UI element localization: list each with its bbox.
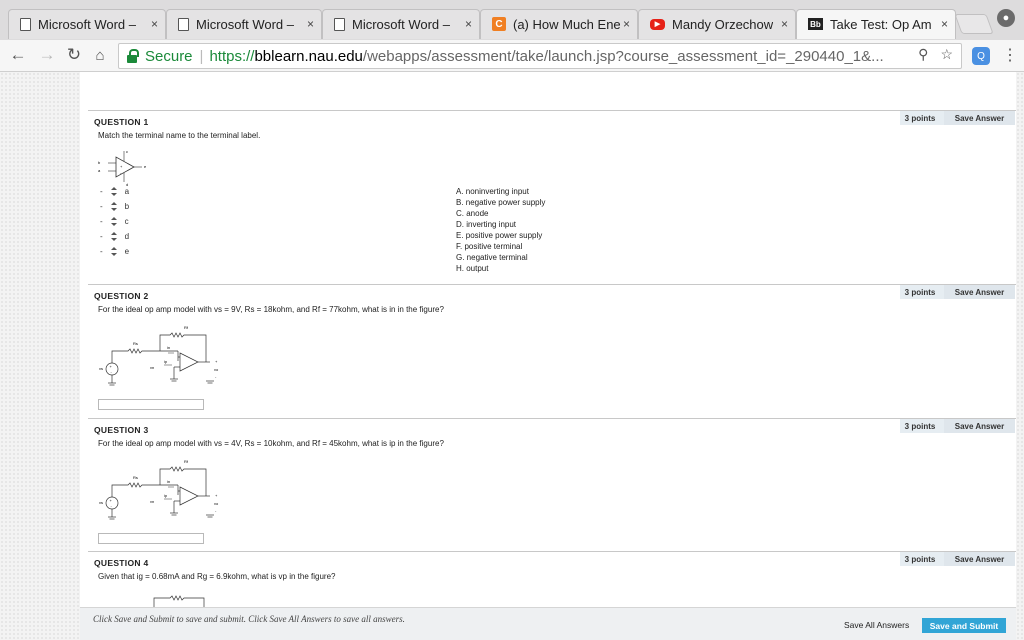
extension-icon[interactable]: Q [972, 47, 990, 65]
save-answer-button[interactable]: Save Answer [944, 419, 1015, 433]
close-icon[interactable]: × [622, 17, 630, 31]
question-heading: QUESTION 2 [94, 291, 149, 301]
match-row-e[interactable] [100, 247, 129, 256]
footer-instructions: Click Save and Submit to save and submit. Click Save All Answers to save all answers. [93, 614, 405, 624]
label-vn: vn [150, 499, 155, 504]
match-row-d[interactable] [100, 232, 129, 241]
secure-label: Secure [145, 47, 193, 65]
answer-input[interactable] [98, 533, 204, 544]
answer-option: G. negative terminal [456, 253, 528, 262]
select-stepper-icon[interactable] [111, 232, 117, 241]
tab-title: Microsoft Word – [352, 16, 451, 32]
circuit-diagram [98, 323, 238, 395]
question-heading: QUESTION 4 [94, 558, 149, 568]
save-answer-button[interactable]: Save Answer [944, 111, 1015, 125]
select-stepper-icon[interactable] [111, 202, 117, 211]
question-1 [88, 110, 1016, 283]
match-label: b [124, 202, 130, 211]
back-arrow-icon[interactable]: ← [9, 45, 27, 64]
question-3 [88, 418, 1016, 551]
question-text: Match the terminal name to the terminal label. [98, 131, 261, 140]
circuit-diagram-partial [152, 592, 212, 608]
tab-title: Take Test: Op Am [830, 16, 932, 32]
match-row-a[interactable] [100, 187, 129, 196]
terminal-label-b: b [98, 160, 101, 165]
question-points: 3 points [904, 421, 936, 431]
label-rf: Rf [184, 325, 188, 330]
question-4 [88, 551, 1016, 607]
url-scheme: https:// [209, 47, 255, 65]
tab-title: Microsoft Word – [38, 16, 137, 32]
label-minus: - [215, 508, 217, 513]
answer-option: C. anode [456, 209, 489, 218]
select-stepper-icon[interactable] [111, 217, 117, 226]
label-in: in [167, 479, 171, 484]
document-icon [20, 18, 31, 31]
browser-tab-youtube[interactable] [638, 9, 796, 39]
browser-tab-word-1[interactable] [8, 9, 166, 39]
label-minus: - [215, 374, 217, 379]
chegg-icon: C [492, 17, 506, 31]
answer-option: F. positive terminal [456, 242, 523, 251]
opamp-terminal-figure [96, 149, 156, 191]
tab-title: Microsoft Word – [196, 16, 295, 32]
label-in: in [167, 345, 171, 350]
url-host: bblearn.nau.edu [254, 47, 363, 65]
label-rf: Rf [184, 459, 188, 464]
home-icon[interactable]: ⌂ [95, 46, 105, 64]
terminal-label-c: c [126, 149, 128, 154]
select-stepper-icon[interactable] [111, 247, 117, 256]
close-icon[interactable]: × [306, 17, 314, 31]
document-icon [178, 18, 189, 31]
label-rs: Rs [133, 341, 138, 346]
address-bar[interactable] [118, 43, 962, 69]
answer-option: A. noninverting input [456, 187, 529, 196]
tab-title: Mandy Orzechow [672, 16, 774, 32]
question-text: For the ideal op amp model with vs = 9V, Rs = 18kohm, and Rf = 77kohm, what is in in the figure? [98, 305, 444, 314]
question-points-bar [900, 419, 1015, 433]
terminal-label-a: a [98, 168, 101, 173]
match-label: c [124, 217, 129, 226]
menu-icon[interactable]: ⋮ [1002, 47, 1018, 64]
question-2 [88, 284, 1016, 418]
label-plus: + [215, 359, 218, 364]
match-dash: - [100, 187, 103, 196]
save-answer-button[interactable]: Save Answer [944, 552, 1015, 566]
document-icon [334, 18, 345, 31]
save-all-answers-button[interactable]: Save All Answers [844, 620, 910, 630]
svg-text:+: + [109, 364, 112, 369]
question-text: Given that ig = 0.68mA and Rg = 6.9kohm, what is vp in the figure? [98, 572, 336, 581]
tab-strip [0, 0, 1024, 40]
label-rs: Rs [133, 475, 138, 480]
close-icon[interactable]: × [150, 17, 158, 31]
question-points: 3 points [904, 113, 936, 123]
question-points-bar [900, 285, 1015, 299]
match-dash: - [100, 202, 103, 211]
question-points: 3 points [904, 554, 936, 564]
svg-text:-: - [110, 369, 112, 374]
zoom-icon[interactable]: ⚲ [918, 46, 929, 62]
tab-title: (a) How Much Ene [513, 16, 621, 32]
question-heading: QUESTION 1 [94, 117, 149, 127]
page-margin-left [0, 72, 80, 640]
answer-option: B. negative power supply [456, 198, 546, 207]
answer-option: D. inverting input [456, 220, 517, 229]
match-dash: - [100, 217, 103, 226]
question-text: For the ideal op amp model with vs = 4V, Rs = 10kohm, and Rf = 45kohm, what is ip in the figure? [98, 439, 444, 448]
forward-arrow-icon[interactable]: → [38, 45, 56, 64]
save-and-submit-button[interactable]: Save and Submit [922, 618, 1006, 633]
match-dash: - [100, 232, 103, 241]
label-plus: + [215, 493, 218, 498]
terminal-label-d: d [126, 182, 129, 187]
label-vo: vo [214, 501, 219, 506]
youtube-icon: ▶ [650, 19, 665, 30]
circuit-diagram [98, 457, 238, 529]
page-margin-right [1016, 72, 1024, 640]
profile-icon[interactable]: ● [997, 9, 1015, 27]
answer-option: H. output [456, 264, 489, 273]
address-separator: | [199, 47, 204, 65]
svg-text:+: + [109, 498, 112, 503]
label-ip: ip [164, 359, 168, 364]
question-points-bar [900, 111, 1015, 125]
question-points-bar [900, 552, 1015, 566]
browser-tab-chegg[interactable] [480, 9, 638, 39]
bookmark-star-icon[interactable]: ☆ [940, 46, 953, 62]
answer-input[interactable] [98, 399, 204, 410]
page [0, 72, 1024, 640]
answer-options-list [456, 186, 545, 274]
new-tab-button[interactable] [954, 14, 993, 34]
terminal-label-e: e [144, 164, 147, 169]
question-points: 3 points [904, 287, 936, 297]
reload-icon[interactable]: ↻ [66, 45, 82, 64]
label-ip: ip [164, 493, 168, 498]
browser-tab-word-3[interactable] [322, 9, 480, 39]
save-answer-button[interactable]: Save Answer [944, 285, 1015, 299]
label-vs: vs [99, 366, 103, 371]
url-path: /webapps/assessment/take/launch.jsp?course_assessment_id=_290440_1&... [362, 47, 884, 65]
lock-icon [127, 50, 137, 62]
label-vs: vs [99, 500, 103, 505]
submit-footer [80, 607, 1016, 640]
match-row-b[interactable] [100, 202, 129, 211]
svg-text:-: - [110, 503, 112, 508]
match-dash: - [100, 247, 103, 256]
match-row-c[interactable] [100, 217, 129, 226]
label-vn: vn [150, 365, 155, 370]
browser-tab-take-test[interactable] [796, 9, 956, 39]
match-label: d [124, 232, 130, 241]
browser-tab-word-2[interactable] [166, 9, 322, 39]
close-icon[interactable]: × [940, 17, 948, 31]
answer-option: E. positive power supply [456, 231, 543, 240]
label-vo: vo [214, 367, 219, 372]
match-label: e [124, 247, 130, 256]
close-icon[interactable]: × [464, 17, 472, 31]
test-content [80, 72, 1016, 640]
blackboard-icon: Bb [808, 18, 823, 30]
match-label: a [124, 187, 130, 196]
select-stepper-icon[interactable] [111, 187, 117, 196]
close-icon[interactable]: × [780, 17, 788, 31]
svg-text:+: + [120, 164, 123, 169]
question-heading: QUESTION 3 [94, 425, 149, 435]
svg-text:-: - [120, 170, 122, 175]
browser-toolbar [0, 40, 1024, 72]
